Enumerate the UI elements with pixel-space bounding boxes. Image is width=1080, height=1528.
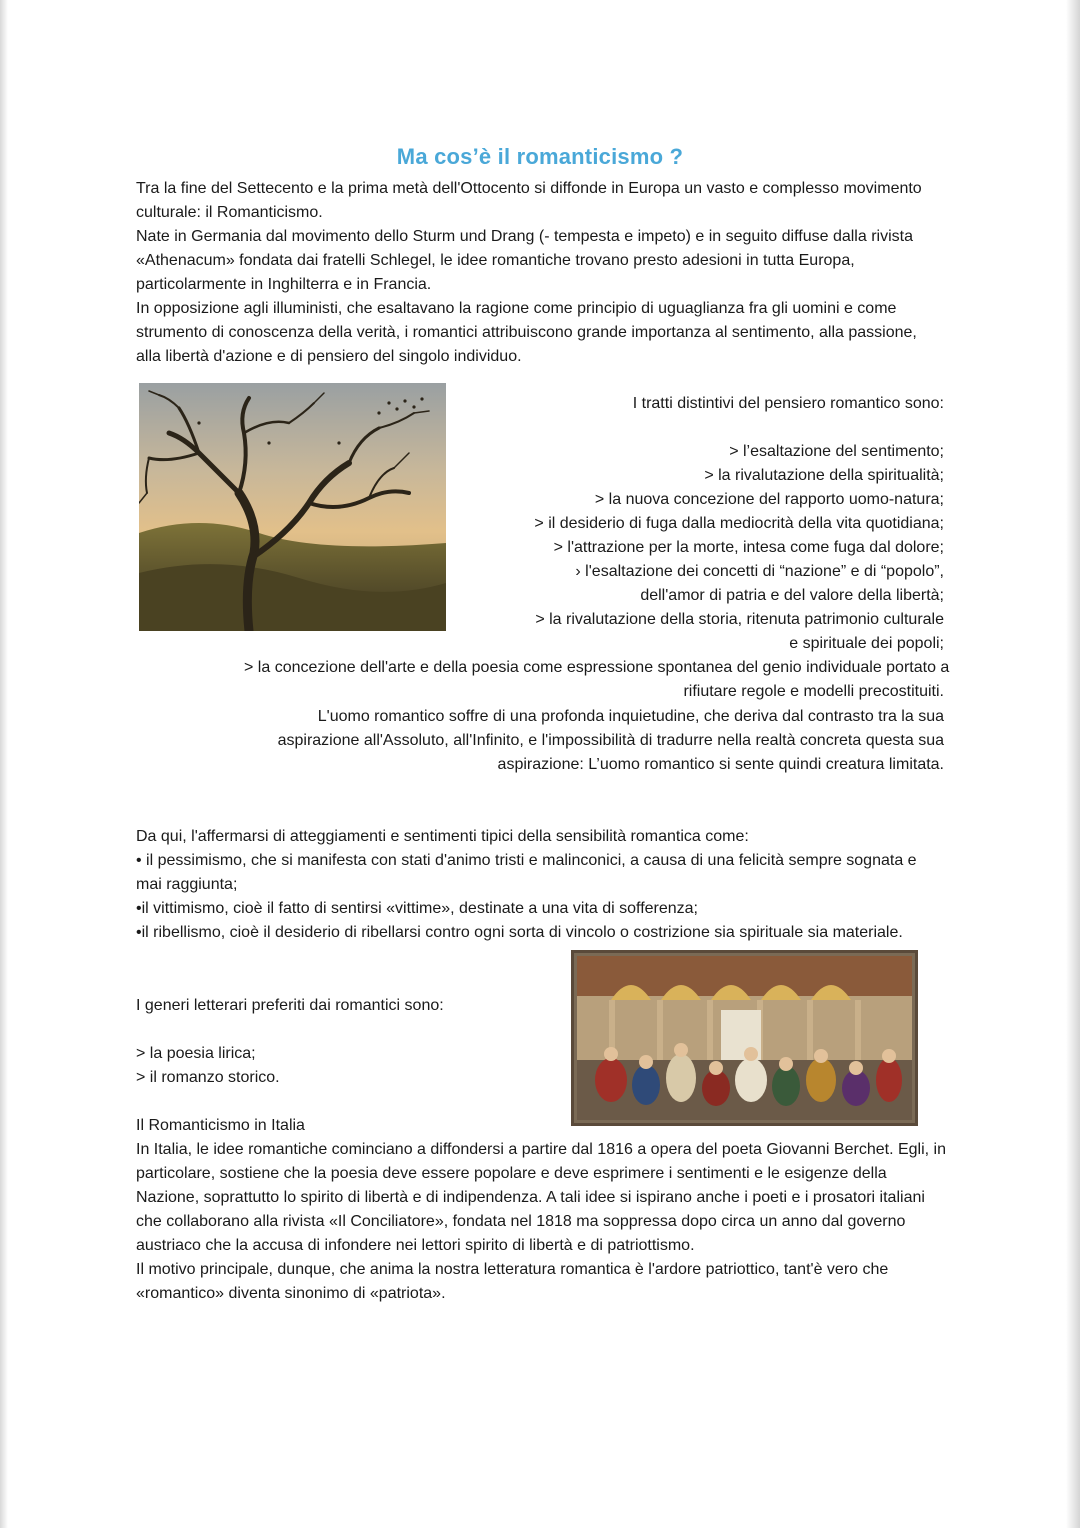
- trait-item: > l'attrazione per la morte, intesa come fuga dal dolore;: [553, 539, 944, 556]
- trait-item: > la rivalutazione della spiritualità;: [704, 467, 944, 484]
- painting-fresco-scene: [571, 950, 918, 1126]
- attitudes-intro: Da qui, l'affermarsi di atteggiamenti e sentimenti tipici della sensibilità romantica come:: [136, 828, 749, 845]
- trait-item: > la nuova concezione del rapporto uomo-natura;: [594, 491, 944, 508]
- intro-paragraph-2: Nate in Germania dal movimento dello Sturm und Drang (- tempesta e impeto) e in seguito diffuse dalla rivista «Athenacum» fondata dai fratelli Schlegel, le idee romantiche trovano presto adesioni in tutta Europa, particolarmente in Inghilterra e in Francia.: [136, 228, 913, 293]
- genres-section: [136, 994, 556, 1090]
- italy-paragraph-2: Il motivo principale, dunque, che anima la nostra letteratura romantica è l'ardore patriottico, tant'è vero che «romantico» diventa sinonimo di «patriota».: [136, 1261, 889, 1302]
- traits-heading: I tratti distintivi del pensiero romantico sono:: [632, 395, 944, 412]
- attitude-item: • il pessimismo, che si manifesta con stati d'animo tristi e malinconici, a causa di una felicità sempre sognata e mai raggiunta;: [136, 852, 917, 893]
- trait-item: > il desiderio di fuga dalla mediocrità della vita quotidiana;: [534, 515, 944, 532]
- inquietudine-line: aspirazione: L’uomo romantico si sente quindi creatura limitata.: [497, 756, 944, 773]
- trait-item: › l'esaltazione dei concetti di “nazione” e di “popolo”,: [575, 563, 944, 580]
- genre-item: > la poesia lirica;: [136, 1045, 256, 1062]
- attitude-item: •il vittimismo, cioè il fatto di sentirsi «vittime», destinate a una vita di sofferenza;: [136, 900, 698, 917]
- genres-intro: I generi letterari preferiti dai romantici sono:: [136, 997, 444, 1014]
- trait-item: > la rivalutazione della storia, ritenuta patrimonio culturale: [535, 611, 944, 628]
- trait-item: > l’esaltazione del sentimento;: [729, 443, 944, 460]
- page-edge-left: [0, 0, 8, 1528]
- trait-item-continuation: rifiutare regole e modelli precostituiti.: [683, 683, 944, 700]
- page-title: Ma cos’è il romanticismo ?: [396, 144, 684, 169]
- trait-item: > la concezione dell'arte e della poesia come espressione spontanea del genio individuale portato a: [244, 659, 950, 676]
- inquietudine-line: aspirazione all'Assoluto, all'Infinito, e l'impossibilità di tradurre nella realtà concreta questa sua: [277, 732, 944, 749]
- italy-section: [136, 1114, 946, 1306]
- page-edge-right: [1066, 0, 1080, 1528]
- attitude-item: •il ribellismo, cioè il desiderio di ribellarsi contro ogni sorta di vincolo o costrizione sia spirituale sia materiale.: [136, 924, 903, 941]
- traits-list: [244, 392, 950, 704]
- trait-item-continuation: e spirituale dei popoli;: [789, 635, 944, 652]
- inquietudine-line: L'uomo romantico soffre di una profonda inquietudine, che deriva dal contrasto tra la sua: [317, 708, 944, 725]
- genre-item: > il romanzo storico.: [136, 1069, 280, 1086]
- inquietudine-paragraph: [164, 705, 944, 777]
- trait-item-continuation: dell'amor di patria e del valore della libertà;: [640, 587, 944, 604]
- attitudes-section: [136, 825, 946, 945]
- intro-section: [136, 177, 946, 369]
- italy-heading: Il Romanticismo in Italia: [136, 1117, 305, 1134]
- intro-paragraph-3: In opposizione agli illuministi, che esaltavano la ragione come principio di uguaglianza fra gli uomini e come strumento di conoscenza della verità, i romantici attribuiscono grande importanza al sentimento, alla passione, alla libertà d'azione e di pensiero del singolo individuo.: [136, 300, 917, 365]
- intro-paragraph-1: Tra la fine del Settecento e la prima metà dell'Ottocento si diffonde in Europa un vasto e complesso movimento culturale: il Romanticismo.: [136, 180, 922, 221]
- italy-paragraph-1: In Italia, le idee romantiche cominciano a diffondersi a partire dal 1816 a opera del poeta Giovanni Berchet. Egli, in particolare, sostiene che la poesia deve essere popolare e deve esprimere i sentimenti e le esigenze della Nazione, soprattutto lo spirito di libertà e di indipendenza. A tali idee si ispirano anche i poeti e i prosatori italiani che collaborano alla rivista «Il Conciliatore», fondata nel 1818 ma soppressa dopo circa un anno dal governo austriaco che la accusa di infondere nei lettori spirito di libertà e di patriottismo.: [136, 1141, 946, 1254]
